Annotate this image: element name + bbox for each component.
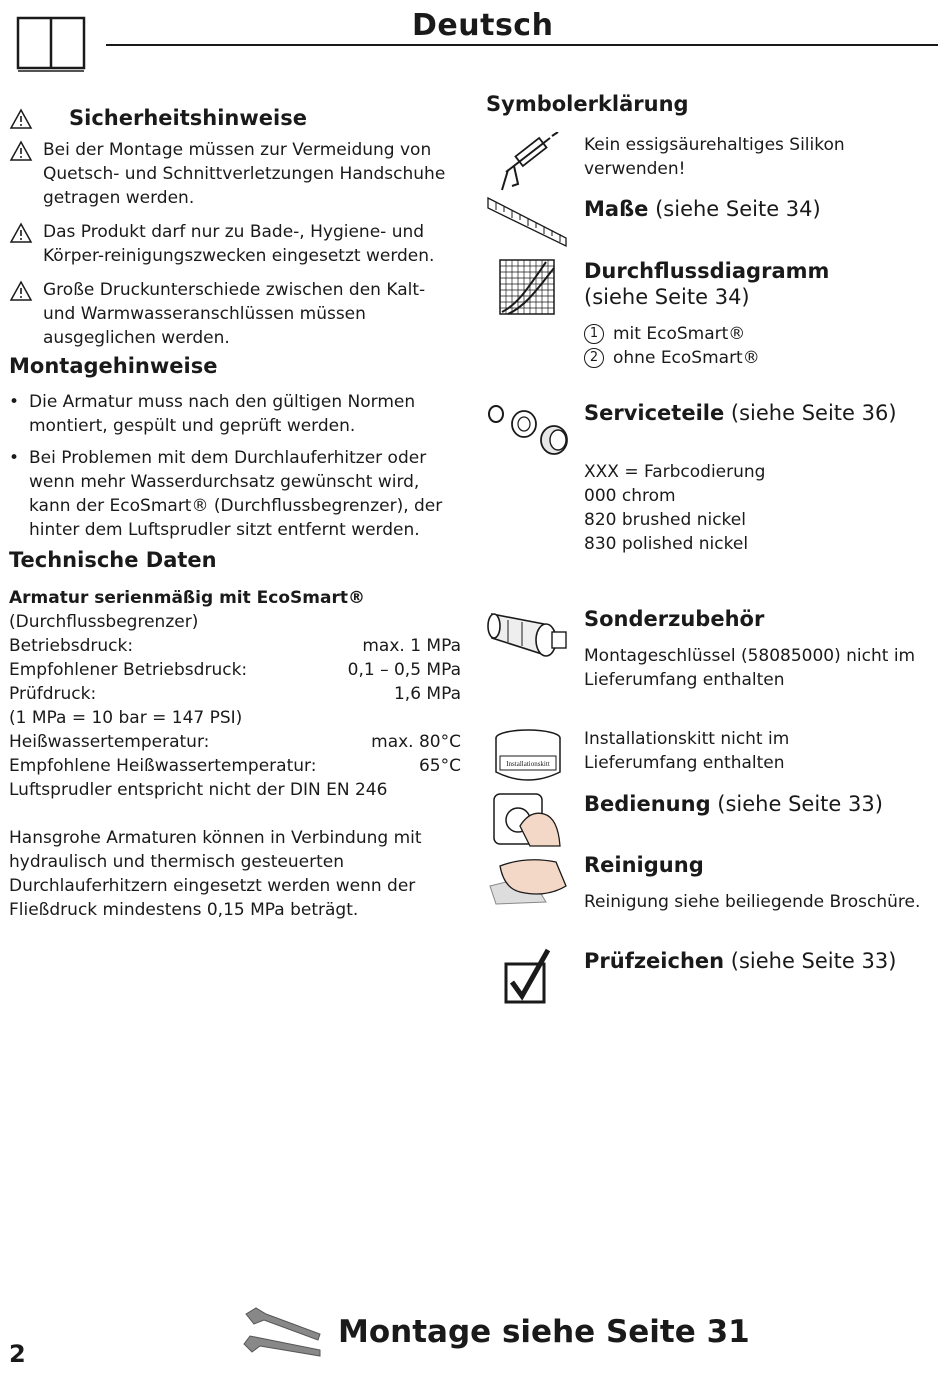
din-note: Luftsprudler entspricht nicht der DIN EN 246 <box>9 780 388 800</box>
safety-item: Bei der Montage müssen zur Vermeidung von Quetsch- und Schnittverletzungen Handschuhe getragen werden. <box>9 138 461 210</box>
cleaning-block: Reinigung Reinigung siehe beiliegende Broschüre. <box>584 853 921 912</box>
checkmark-box-icon <box>504 948 552 1006</box>
putty-can-icon <box>492 726 564 784</box>
flow-block: Durchflussdiagramm (siehe Seite 34) 1 mit EcoSmart® 2 ohne EcoSmart® <box>584 259 830 368</box>
warning-icon <box>9 140 35 162</box>
silicone-note: Kein essigsäurehaltiges Silikon verwenden! <box>584 135 845 179</box>
accessory-block: Sonderzubehör Montageschlüssel (58085000) nicht im Lieferumfang enthalten <box>584 607 916 690</box>
mounting-reference: Montage siehe Seite 31 <box>338 1314 750 1350</box>
page-title: Deutsch <box>412 8 554 43</box>
tech-subtitle2: (Durchflussbegrenzer) <box>9 612 199 632</box>
silicone-gun-icon <box>492 132 562 194</box>
service-parts-icon <box>486 398 572 458</box>
flow-diagram-icon <box>498 258 556 316</box>
warning-icon <box>9 108 35 130</box>
mounting-key-icon <box>486 604 570 662</box>
spec-row: Prüfdruck: 1,6 MPa <box>9 684 461 704</box>
kit-note: Installationskitt nicht im Lieferumfang enthalten <box>584 729 790 773</box>
tech-title: Technische Daten <box>9 548 217 572</box>
test-mark-title: Prüfzeichen (siehe Seite 33) <box>584 949 897 973</box>
list-item: • Die Armatur muss nach den gültigen Normen montiert, gespült und geprüft werden. <box>9 392 416 436</box>
tech-paragraph: Hansgrohe Armaturen können in Verbindung mit hydraulisch und thermisch gesteuerten Durchlauferhitzern eingesetzt werden wenn der Fließdruck mindestens 0,15 MPa beträgt. <box>9 828 422 920</box>
warning-icon <box>9 222 35 244</box>
mounting-notes-title: Montagehinweise <box>9 354 218 378</box>
operation-hand-icon <box>490 790 562 848</box>
warning-icon <box>9 280 35 302</box>
tech-subtitle: Armatur serienmäßig mit EcoSmart® <box>9 588 365 608</box>
flow-option-2: 2 ohne EcoSmart® <box>584 346 829 370</box>
cleaning-hand-icon <box>486 852 570 906</box>
spec-row: Heißwassertemperatur: max. 80°C <box>9 732 461 752</box>
header-rule <box>106 44 938 46</box>
service-block: Serviceteile (siehe Seite 36) XXX = Farbcodierung 000 chrom 820 brushed nickel 830 polished nickel <box>584 401 897 554</box>
safety-item: Große Druckunterschiede zwischen den Kalt- und Warmwasseranschlüssen müssen ausgeglichen werden. <box>9 278 461 350</box>
spec-row: Betriebsdruck: max. 1 MPa <box>9 636 461 656</box>
left-column <box>9 106 461 922</box>
symbols-title: Symbolerklärung <box>486 92 689 116</box>
page-number: 2 <box>9 1340 26 1368</box>
safety-item: Das Produkt darf nur zu Bade-, Hygiene- und Körper-reinigungszwecken eingesetzt werden. <box>9 220 461 268</box>
safety-title: Sicherheitshinweise <box>69 106 307 130</box>
pressure-conversion: (1 MPa = 10 bar = 147 PSI) <box>9 708 243 728</box>
list-item: • Bei Problemen mit dem Durchlauferhitzer oder wenn mehr Wasserdurchsatz gewünscht wird, kann der EcoSmart® (Durchflussbegrenzer), der hinter dem Luftsprudler sitzt entfernt werden. <box>9 448 443 540</box>
ruler-icon <box>486 196 570 248</box>
spec-row: Empfohlene Heißwassertemperatur: 65°C <box>9 756 461 776</box>
tools-icon <box>240 1304 326 1362</box>
flow-option-1: 1 mit EcoSmart® <box>584 322 829 346</box>
spec-row: Empfohlener Betriebsdruck: 0,1 – 0,5 MPa <box>9 660 461 680</box>
can-label: Installationskitt <box>506 760 550 768</box>
dimensions-title: Maße (siehe Seite 34) <box>584 197 821 221</box>
operation-title: Bedienung (siehe Seite 33) <box>584 792 883 816</box>
safety-heading <box>9 106 461 130</box>
manual-book-icon <box>16 16 86 74</box>
